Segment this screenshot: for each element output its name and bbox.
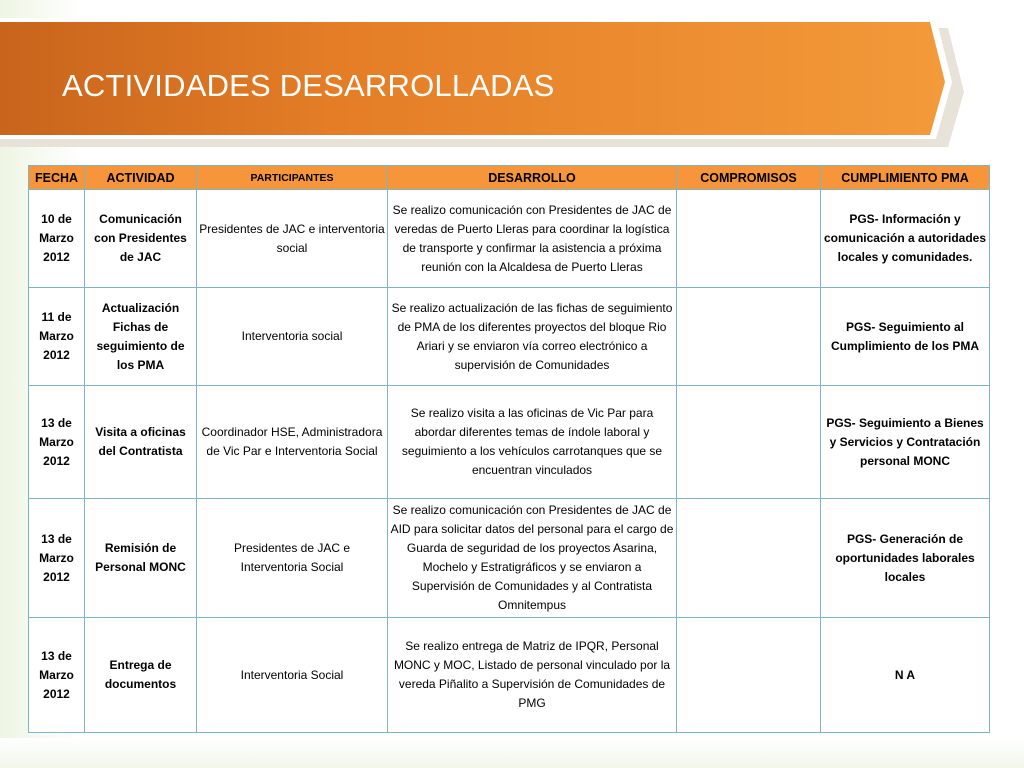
cell-desarrollo: Se realizo comunicación con Presidentes de JAC de veredas de Puerto Lleras para coordinar la logística de transporte y confirmar la asistencia a próxima reunión con la Alcaldesa de Puerto Lleras <box>388 190 677 288</box>
cell-cumplimiento: PGS- Seguimiento a Bienes y Servicios y Contratación personal MONC <box>821 386 990 499</box>
cell-desarrollo: Se realizo actualización de las fichas de seguimiento de PMA de los diferentes proyectos del bloque Rio Ariari y se enviaron vía correo electrónico a supervisión de Comunidades <box>388 288 677 386</box>
title-banner <box>0 0 1024 160</box>
cell-participantes: Presidentes de JAC e interventoria social <box>197 190 388 288</box>
cell-participantes: Presidentes de JAC e Interventoria Social <box>197 499 388 618</box>
cell-actividad: Remisión de Personal MONC <box>85 499 197 618</box>
cell-cumplimiento: PGS- Seguimiento al Cumplimiento de los PMA <box>821 288 990 386</box>
header-actividad: ACTIVIDAD <box>85 166 197 190</box>
activities-table <box>28 165 990 733</box>
cell-fecha: 10 de Marzo 2012 <box>29 190 85 288</box>
cell-desarrollo: Se realizo entrega de Matriz de IPQR, Personal MONC y MOC, Listado de personal vinculado por la vereda Piñalito a Supervisión de Comunidades de PMG <box>388 618 677 733</box>
slide-title: ACTIVIDADES DESARROLLADAS <box>62 68 555 103</box>
header-desarrollo: DESARROLLO <box>388 166 677 190</box>
table-row <box>29 386 990 499</box>
table-header-row <box>29 166 990 190</box>
cell-desarrollo: Se realizo visita a las oficinas de Vic Par para abordar diferentes temas de índole laboral y seguimiento a los vehículos carrotanques que se encuentran vinculados <box>388 386 677 499</box>
cell-fecha: 11 de Marzo 2012 <box>29 288 85 386</box>
cell-desarrollo: Se realizo comunicación con Presidentes de JAC de AID para solicitar datos del personal para el cargo de Guarda de seguridad de los proyectos Asarina, Mochelo y Estratigráficos y se enviaron a Supervisión de Comunidades y al Contratista Omnitempus <box>388 499 677 618</box>
header-fecha: FECHA <box>29 166 85 190</box>
cell-actividad: Entrega de documentos <box>85 618 197 733</box>
cell-cumplimiento: N A <box>821 618 990 733</box>
header-compromisos: COMPROMISOS <box>677 166 821 190</box>
cell-compromisos <box>677 618 821 733</box>
header-participantes: PARTICIPANTES <box>197 166 388 190</box>
cell-cumplimiento: PGS- Información y comunicación a autoridades locales y comunidades. <box>821 190 990 288</box>
cell-cumplimiento: PGS- Generación de oportunidades laborales locales <box>821 499 990 618</box>
table-row <box>29 288 990 386</box>
cell-fecha: 13 de Marzo 2012 <box>29 386 85 499</box>
background-bottom-gradient <box>0 738 1024 768</box>
table-row <box>29 499 990 618</box>
cell-compromisos <box>677 386 821 499</box>
cell-actividad: Actualización Fichas de seguimiento de los PMA <box>85 288 197 386</box>
cell-compromisos <box>677 499 821 618</box>
cell-fecha: 13 de Marzo 2012 <box>29 618 85 733</box>
cell-compromisos <box>677 288 821 386</box>
header-cumplimiento: CUMPLIMIENTO PMA <box>821 166 990 190</box>
cell-compromisos <box>677 190 821 288</box>
cell-fecha: 13 de Marzo 2012 <box>29 499 85 618</box>
cell-participantes: Coordinador HSE, Administradora de Vic Par e Interventoria Social <box>197 386 388 499</box>
cell-actividad: Comunicación con Presidentes de JAC <box>85 190 197 288</box>
cell-participantes: Interventoria social <box>197 288 388 386</box>
cell-actividad: Visita a oficinas del Contratista <box>85 386 197 499</box>
table-row <box>29 618 990 733</box>
table-row <box>29 190 990 288</box>
cell-participantes: Interventoria Social <box>197 618 388 733</box>
